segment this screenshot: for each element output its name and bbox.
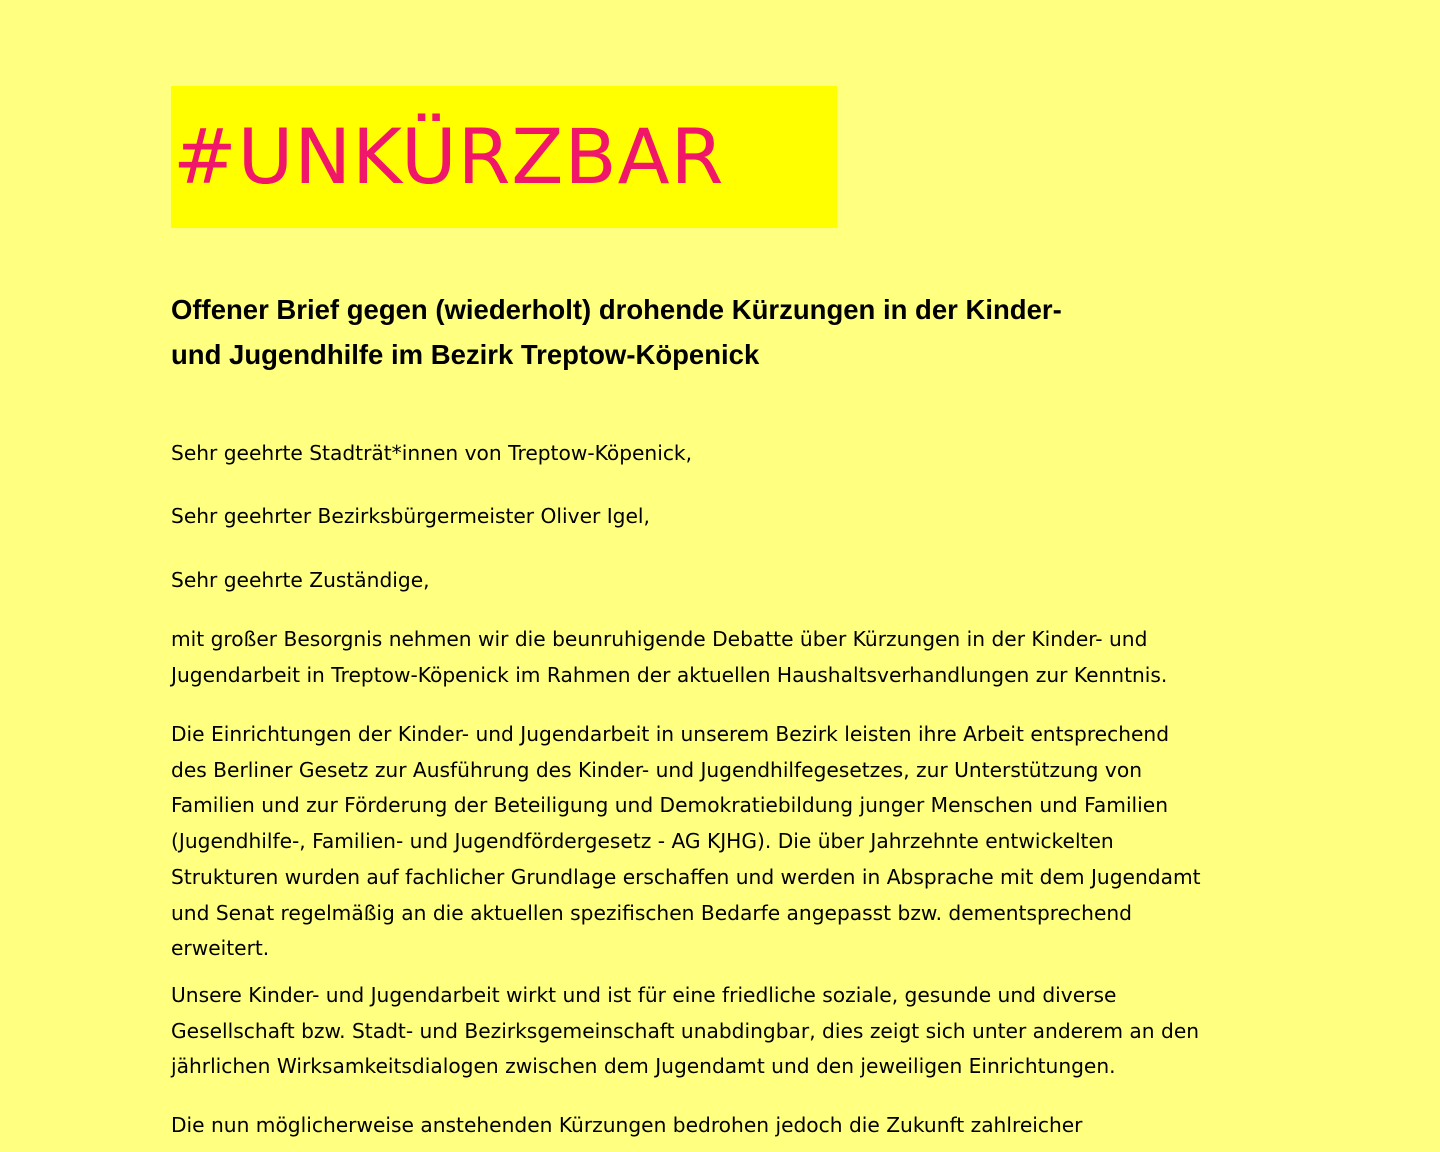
letter-title: [171, 287, 1281, 377]
paragraph-line: Strukturen wurden auf fachlicher Grundlage erschaffen und werden in Absprache mit dem Jugendamt: [171, 864, 1201, 889]
headline-hashtag: #UNKÜRZBAR: [173, 112, 725, 201]
paragraph-line: und Senat regelmäßig an die aktuellen spezifischen Bedarfe angepasst bzw. dementsprechend: [171, 900, 1132, 925]
paragraph-line: mit großer Besorgnis nehmen wir die beunruhigende Debatte über Kürzungen in der Kinder- und: [171, 627, 1148, 651]
paragraph-line: Unsere Kinder- und Jugendarbeit wirkt und ist für eine friedliche soziale, gesunde und diverse: [171, 983, 1117, 1007]
paragraph-threat: [171, 1108, 1281, 1144]
paragraph-line: Die nun möglicherweise anstehenden Kürzungen bedrohen jedoch die Zukunft zahlreicher: [171, 1113, 1083, 1137]
salutation-responsible-persons: Sehr geehrte Zuständige,: [171, 568, 430, 592]
paragraph-line: Jugendarbeit in Treptow-Köpenick im Rahmen der aktuellen Haushaltsverhandlungen zur Kenntnis.: [171, 662, 1168, 687]
paragraph-line: (Jugendhilfe-, Familien- und Jugendfördergesetz - AG KJHG). Die über Jahrzehnte entwickelten: [171, 829, 1114, 854]
paragraph-concern: [171, 622, 1281, 693]
salutation-district-mayor: Sehr geehrter Bezirksbürgermeister Oliver Igel,: [171, 504, 650, 528]
paragraph-line: jährlichen Wirksamkeitsdialogen zwischen dem Jugendamt und den jeweiligen Einrichtungen.: [171, 1054, 1116, 1079]
paragraph-social-impact: [171, 978, 1281, 1085]
paragraph-line: des Berliner Gesetz zur Ausführung des Kinder- und Jugendhilfegesetzes, zur Unterstützung von: [171, 757, 1142, 782]
paragraph-legal-basis: [171, 717, 1281, 967]
letter-title-line: Offener Brief gegen (wiederholt) drohende Kürzungen in der Kinder-: [171, 294, 1062, 325]
paragraph-line: Die Einrichtungen der Kinder- und Jugendarbeit in unserem Bezirk leisten ihre Arbeit entsprechend: [171, 722, 1170, 746]
paragraph-line: Familien und zur Förderung der Beteiligung und Demokratiebildung junger Menschen und Familien: [171, 793, 1168, 818]
headline-highlight: [171, 86, 837, 228]
paragraph-line: erweitert.: [171, 936, 270, 961]
paragraph-line: Gesellschaft bzw. Stadt- und Bezirksgemeinschaft unabdingbar, dies zeigt sich unter anderem an den: [171, 1018, 1200, 1043]
letter-title-line: und Jugendhilfe im Bezirk Treptow-Köpenick: [171, 339, 760, 370]
salutation-city-councillors: Sehr geehrte Stadträt*innen von Treptow-Köpenick,: [171, 441, 693, 465]
